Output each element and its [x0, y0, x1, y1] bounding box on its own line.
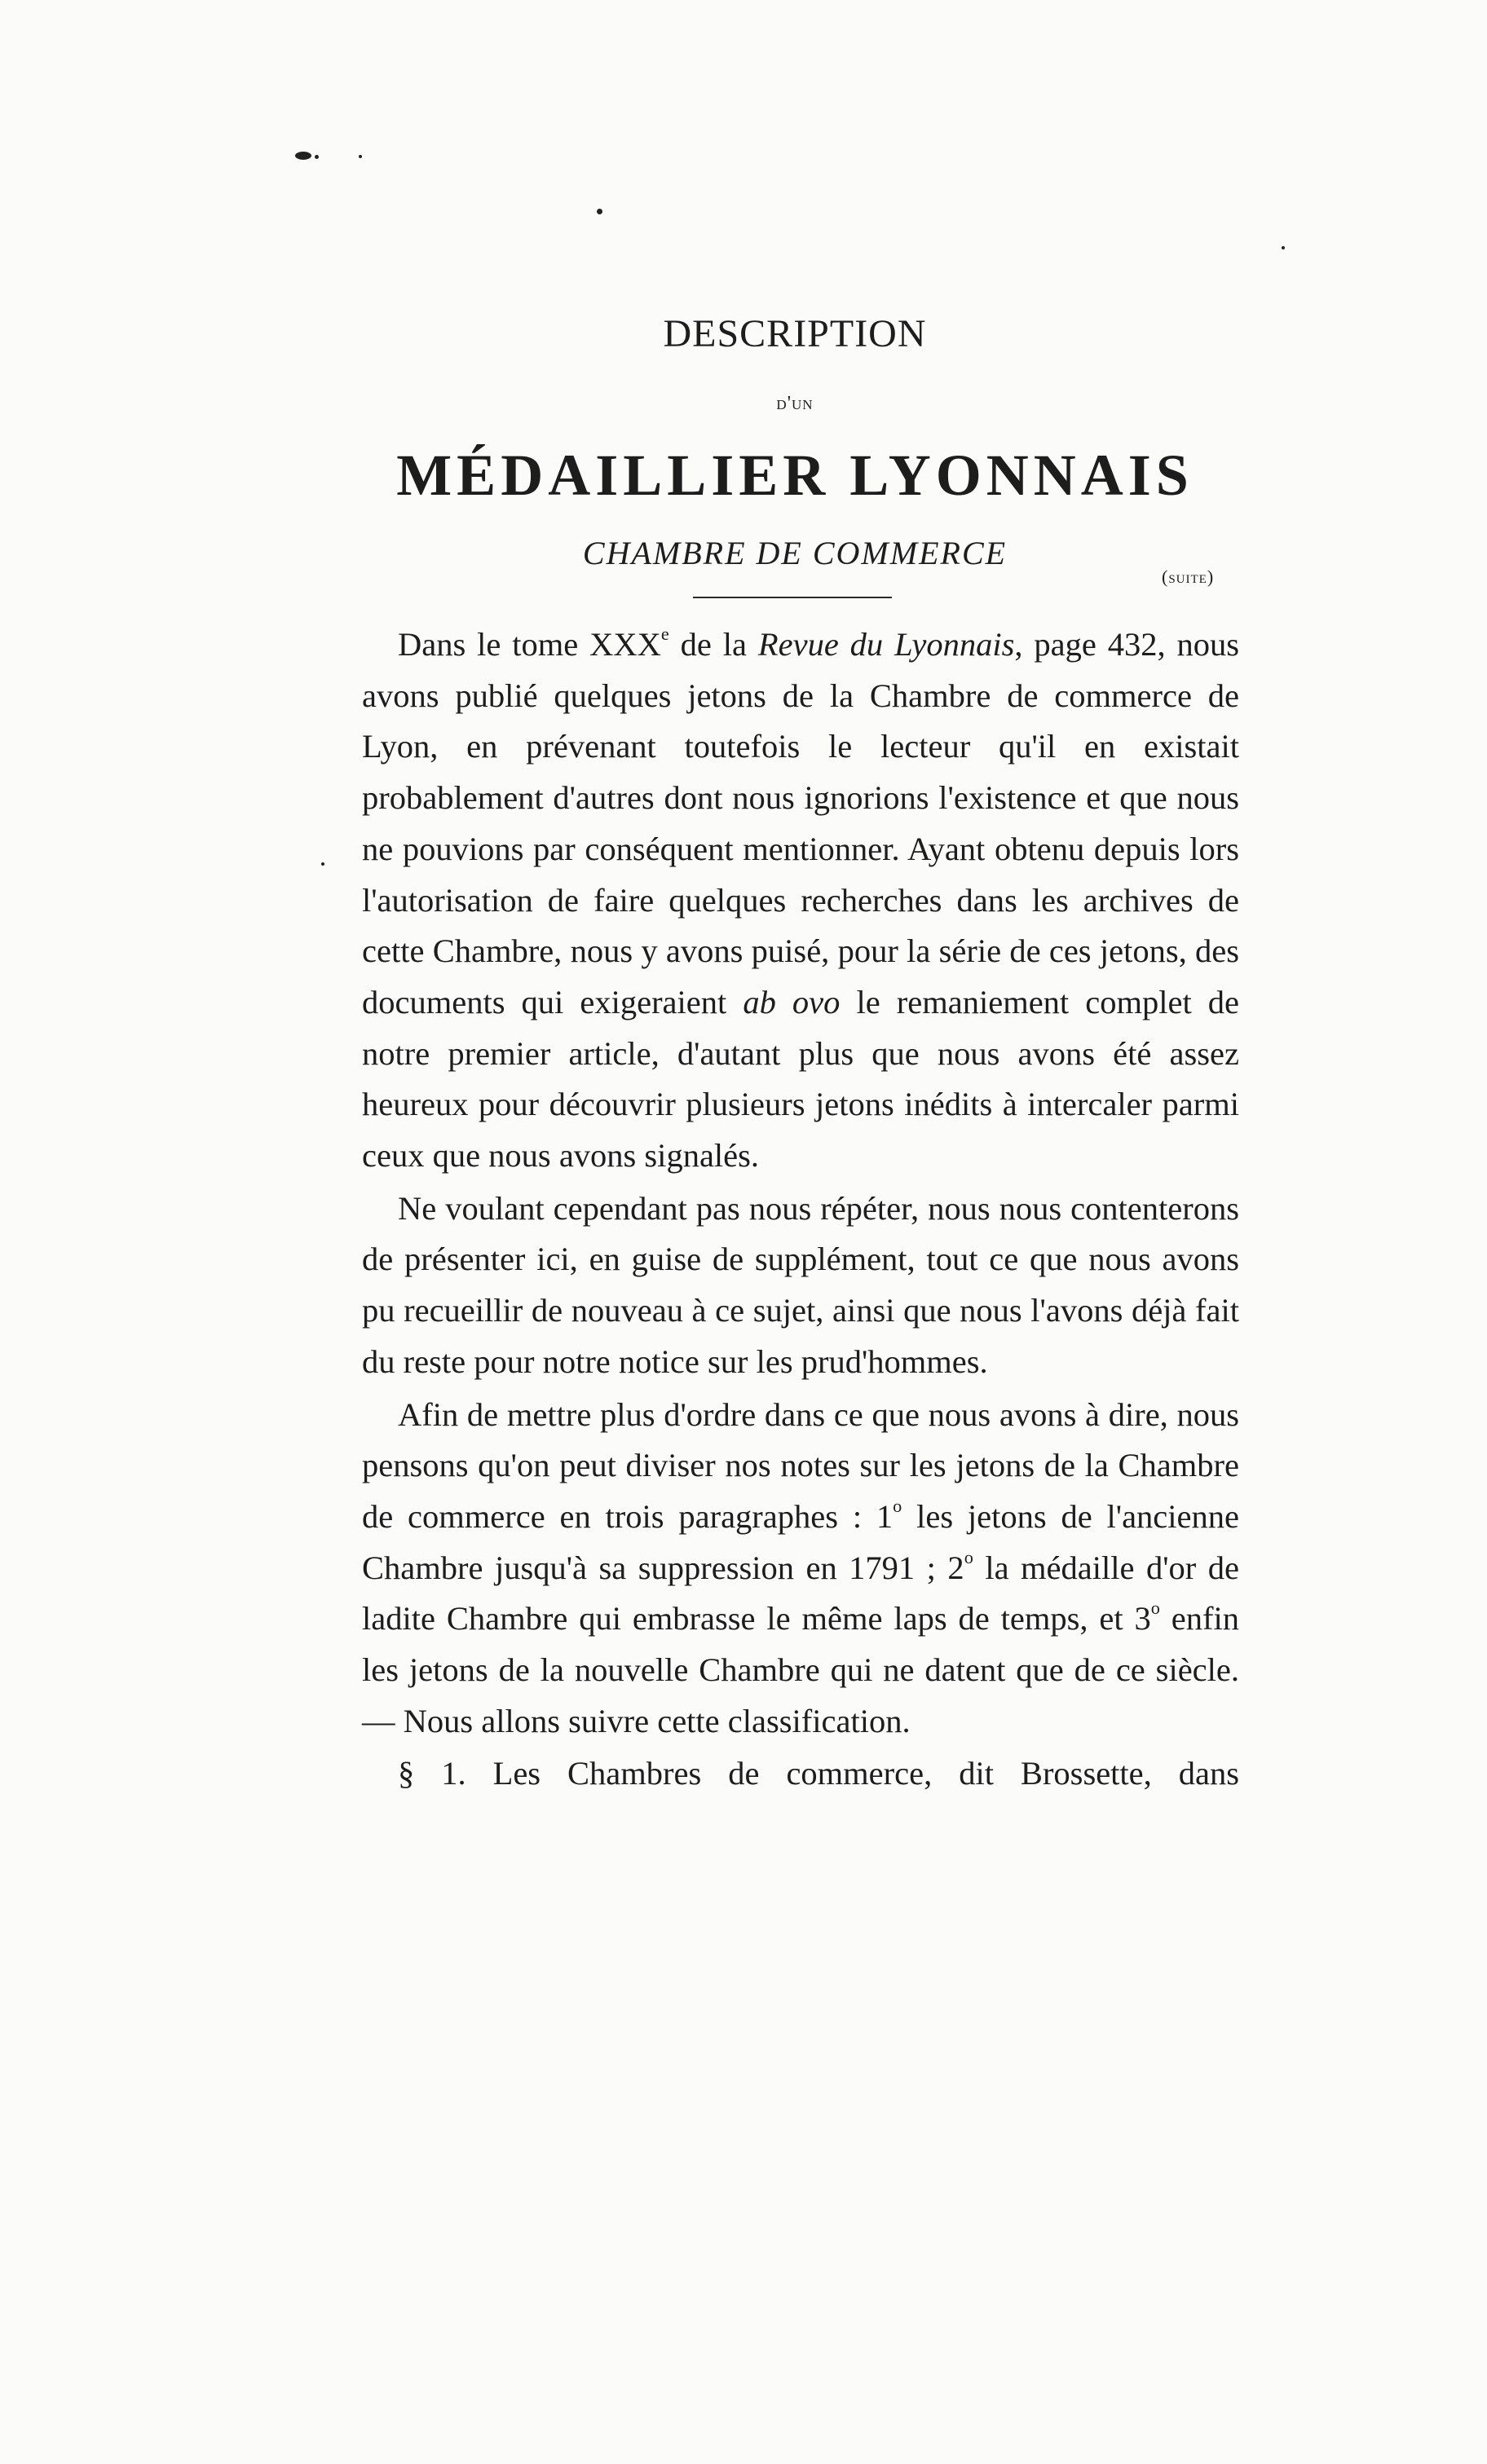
subtitle: CHAMBRE DE COMMERCE	[582, 535, 1008, 571]
paragraph-4: § 1. Les Chambres de commerce, dit Brossette, dans	[398, 1755, 1239, 1792]
scan-speck	[359, 155, 362, 158]
paragraph-text: Dans le tome XXX	[398, 626, 661, 663]
main-title: MÉDAILLIER LYONNAIS	[396, 443, 1194, 508]
scan-speck	[321, 862, 324, 866]
paragraph-1	[362, 619, 1239, 1182]
paragraph-text: la médaille d'or de ladite Chambre qui embrasse le même laps de temps, et 3	[362, 1549, 1239, 1638]
body-text	[362, 619, 1239, 1801]
scan-speck	[1282, 246, 1285, 249]
continuation-mark: (suite)	[1162, 566, 1215, 587]
paragraph-3	[362, 1390, 1239, 1748]
heading-connector: d'un	[776, 393, 814, 414]
superscript: e	[660, 624, 669, 645]
journal-title: Revue du Lyonnais	[757, 626, 1015, 663]
paragraph-text: Afin de mettre plus d'ordre dans ce que nous avons à dire, nous pensons qu'on peut diviser nos notes sur les jetons de la Chambre de commerce en trois paragraphes : 1	[362, 1395, 1239, 1535]
paragraph-text: les jetons de l'ancienne Chambre jusqu'à sa suppression en 1791 ; 2	[362, 1497, 1239, 1586]
superscript: o	[1150, 1598, 1160, 1619]
paragraph-text: de la	[668, 626, 758, 663]
paragraph-text: le remaniement complet de notre premier article, d'autant plus que nous avons été assez heureux pour découvrir plusieurs jetons inédits à intercaler parmi ceux que nous avons signalés.	[362, 983, 1240, 1175]
scan-speck	[315, 155, 319, 159]
paragraph-text: , page 432, nous avons publié quelques jetons de la Chambre de commerce de Lyon, en prévenant toutefois le lecteur qu'il en existait probablement d'autres dont nous ignorions l'existence et que nous ne pouvions par conséquent mentionner. Ayant obtenu depuis lors l'autorisation de faire quelques recherches dans les archives de cette Chambre, nous y avons puisé, pour la série de ces jetons, des documents qui exigeraient	[362, 626, 1239, 1020]
superscript: o	[893, 1496, 902, 1517]
page-heading: DESCRIPTION	[663, 312, 927, 355]
scan-speck	[295, 152, 311, 160]
latin-phrase: ab ovo	[743, 983, 841, 1020]
paragraph-2: Ne voulant cependant pas nous répéter, nous nous contenterons de présenter ici, en guise de supplément, tout ce que nous avons pu recueillir de nouveau à ce sujet, ainsi que nous l'avons déjà fait du reste pour notre notice sur les prud'hommes.	[362, 1189, 1239, 1380]
superscript: o	[964, 1546, 973, 1567]
heading-rule	[693, 597, 892, 598]
scan-speck	[597, 209, 602, 214]
paragraph-text: enfin les jetons de la nouvelle Chambre qui ne datent que de ce siècle. — Nous allons suivre cette classification.	[362, 1600, 1239, 1739]
